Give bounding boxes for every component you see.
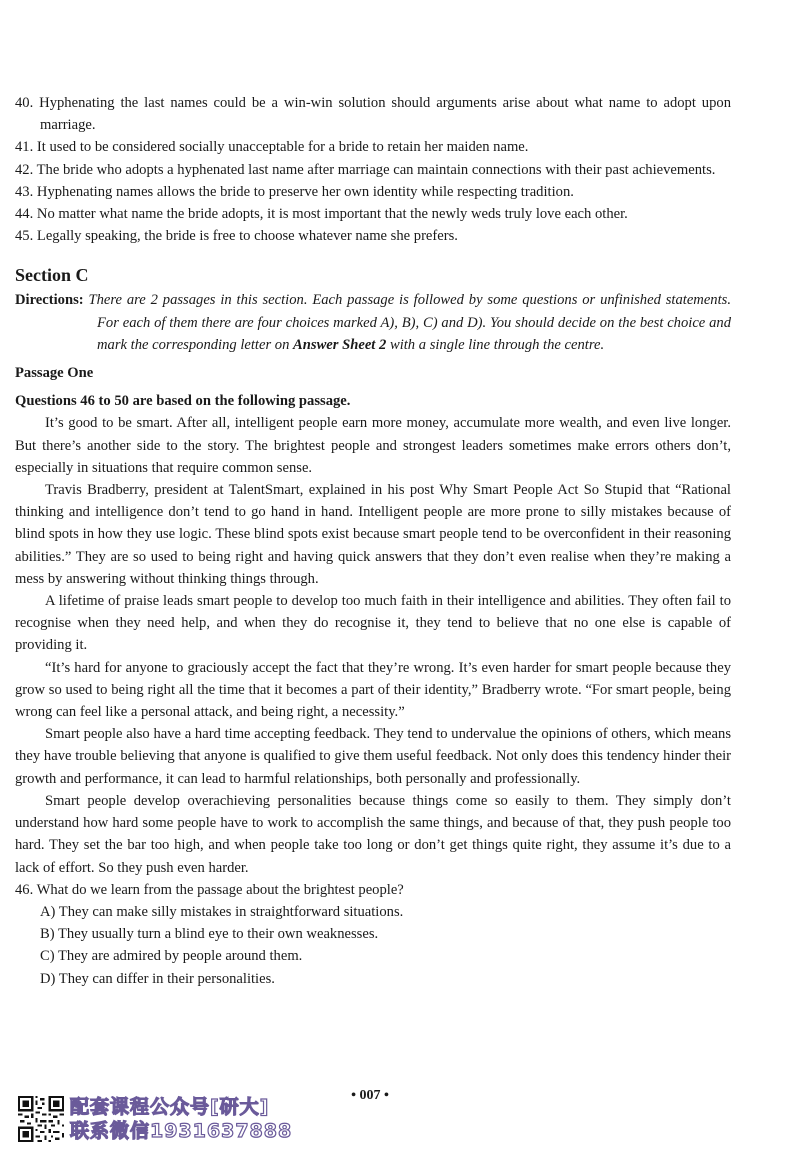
watermark-line: 配套课程公众号[研大] [70, 1096, 270, 1118]
page-number: • 007 • [351, 1088, 389, 1103]
qr-code-icon [18, 1096, 64, 1142]
statement-item [15, 92, 731, 136]
answer-option: A) They can make silly mistakes in straightforward situations. [40, 903, 404, 920]
passage-paragraph: It’s good to be smart. After all, intelligent people earn more money, accumulate more wealth, and even live longer. But there’s another side to the story. The brightest people and strongest leaders sometimes make errors others don’t, especially in situations that require common sense. [15, 415, 731, 476]
statement-text: The bride who adopts a hyphenated last name after marriage can maintain connections with their past achievements. [36, 161, 716, 178]
exam-page [15, 92, 731, 990]
directions-text-part: There are 2 passages in this section. Each passage is followed by some questions or unfinished statements. For each of them there are four choices marked A), B), C) and D). You should decide on the best choice and mark the corresponding letter on [88, 292, 731, 353]
statement-number: 41. [15, 139, 34, 156]
statement-list [15, 92, 731, 247]
statement-number: 43. [15, 183, 34, 200]
directions-text-part: with a single line through the centre. [386, 336, 605, 353]
passage-paragraph: Travis Bradberry, president at TalentSmart, explained in his post Why Smart People Act So Stupid that “Rational thinking and intelligence don’t tend to go hand in hand. Intelligent people are more prone to silly mistakes because of blind spots in how they use logic. These blind spots exist because smart people tend to be overconfident in their reasoning abilities.” They are so used to being right and having quick answers that they don’t even realise when they’re making a mess by answering without thinking things through. [15, 482, 731, 587]
statement-text: Hyphenating the last names could be a win-win solution should arguments arise about what name to adopt upon marriage. [39, 95, 731, 134]
directions-text [89, 292, 732, 352]
statement-item [15, 203, 731, 225]
answer-sheet-label: Answer Sheet 2 [293, 336, 387, 353]
question-text: What do we learn from the passage about the brightest people? [36, 881, 404, 898]
statement-item [15, 159, 731, 181]
passage-paragraph: “It’s hard for anyone to graciously accept the fact that they’re wrong. It’s even harder for smart people because they grow so used to being right all the time that it becomes a part of their identity,” Bradberry wrote. “For smart people, being wrong can feel like a personal attack, and being right, a necessity.” [15, 659, 731, 721]
watermark-text [70, 1095, 292, 1143]
statement-text: Legally speaking, the bride is free to choose whatever name she prefers. [36, 228, 458, 245]
statement-number: 40. [15, 95, 34, 111]
passage-paragraph: Smart people also have a hard time accepting feedback. They tend to undervalue the opinions of others, which means they have trouble believing that anyone is qualified to give them useful feedback. Not only does this tendency hinder their growth and performance, it can lead to harmful relationships, both personally and professionally. [15, 726, 731, 787]
statement-number: 44. [15, 206, 34, 223]
statement-text: No matter what name the bride adopts, it is most important that the newly weds truly love each other. [36, 206, 628, 223]
statement-number: 42. [15, 161, 34, 178]
statement-item [15, 225, 731, 247]
passage-body [15, 412, 731, 878]
directions [15, 289, 731, 356]
passage-paragraph: A lifetime of praise leads smart people to develop too much faith in their intelligence and abilities. They often fail to recognise when they need help, and when they do recognise it, they tend to believe that no one else is capable of providing it. [15, 593, 731, 654]
answer-option: D) They can differ in their personalities. [40, 970, 275, 987]
watermark [18, 1095, 292, 1143]
question-stem [15, 879, 731, 901]
directions-label: Directions: [15, 292, 84, 309]
question-number: 46. [15, 881, 34, 898]
answer-option: B) They usually turn a blind eye to their own weaknesses. [40, 926, 379, 943]
statement-item [15, 181, 731, 203]
questions-intro: Questions 46 to 50 are based on the following passage. [15, 393, 351, 410]
watermark-line: 联系微信1931637888 [70, 1120, 293, 1142]
answer-option: C) They are admired by people around them. [40, 948, 303, 965]
section-title: Section C [15, 265, 89, 286]
statement-text: It used to be considered socially unacceptable for a bride to retain her maiden name. [36, 139, 529, 156]
statement-number: 45. [15, 228, 34, 245]
statement-text: Hyphenating names allows the bride to preserve her own identity while respecting tradition. [36, 183, 574, 200]
passage-title: Passage One [15, 365, 94, 382]
statement-item [15, 136, 731, 158]
passage-paragraph: Smart people develop overachieving personalities because things come so easily to them. They simply don’t understand how hard some people have to work to accomplish the same things, and because of that, they push people too hard. They set the bar too high, and when people take too long or don’t get things quite right, they assume it’s due to a lack of effort. So they push even harder. [15, 792, 731, 876]
